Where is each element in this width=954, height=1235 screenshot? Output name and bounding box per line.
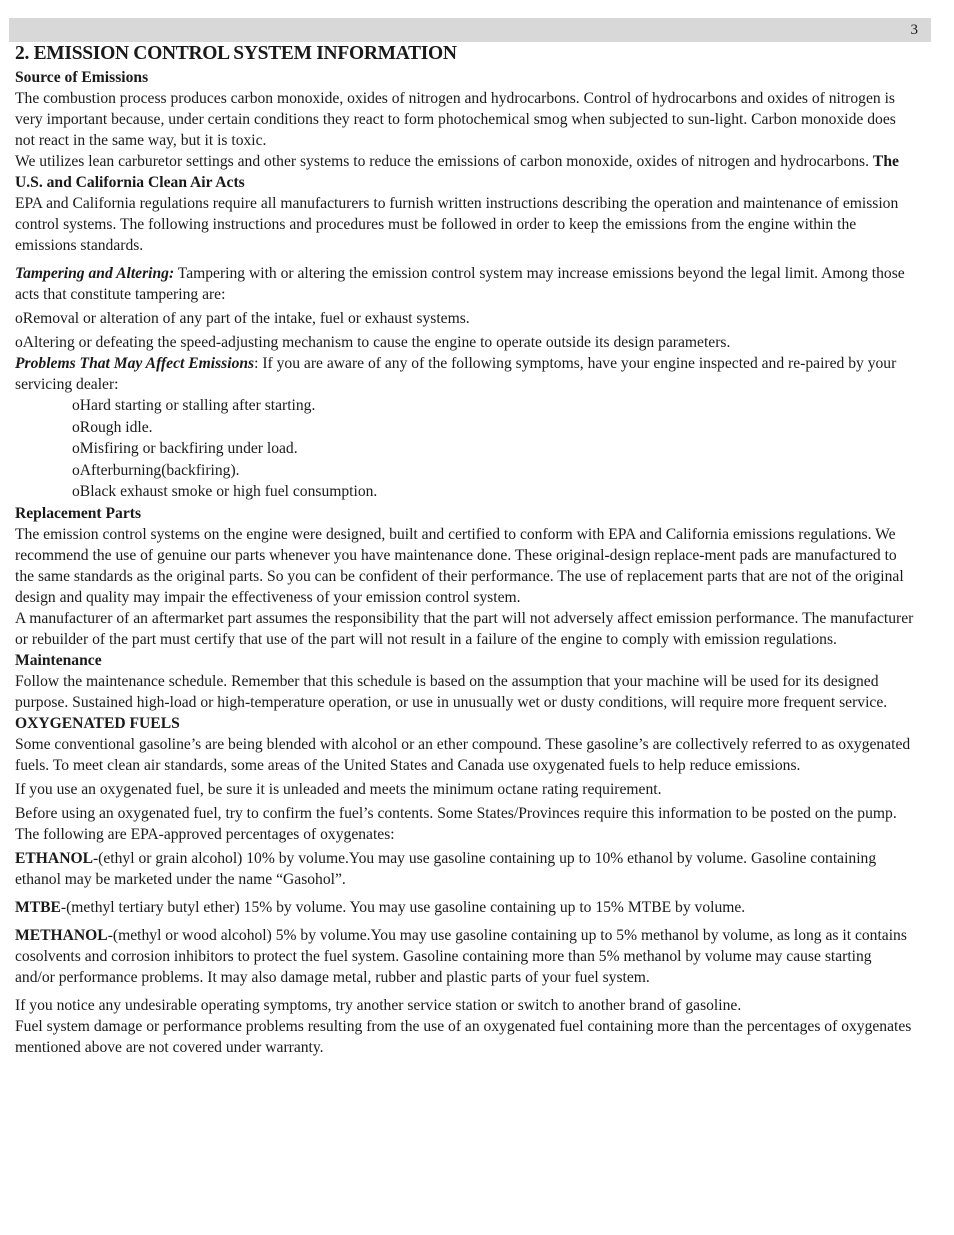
- list-item: oMisfiring or backfiring under load.: [72, 440, 298, 458]
- list-item: oRough idle.: [72, 418, 153, 436]
- mtbe-lead: MTBE: [15, 898, 61, 916]
- paragraph-methanol: [15, 925, 915, 988]
- section-heading-clean-air: The U.S. and California Clean Air Acts: [15, 153, 899, 191]
- paragraph-problems: [15, 353, 915, 395]
- list-item: oRemoval or alteration of any part of the intake, fuel or exhaust systems.: [15, 310, 470, 327]
- ethanol-text: -(ethyl or grain alcohol) 10% by volume.You may use gasoline containing up to 10% ethanol by volume. Gasoline containing ethanol may be marketed under the name “Gasohol”.: [15, 849, 877, 888]
- paragraph: The emission control systems on the engine were designed, built and certified to conform with EPA and California emissions regulations. We recommend the use of genuine our parts whenever you have maintenance done. These original-design replace-ment pads are manufactured to the same standards as the original parts. So you can be confident of their performance. The use of replacement parts that are not of the original design and quality may impair the effectiveness of your emission control system.: [15, 525, 904, 606]
- paragraph: Fuel system damage or performance problems resulting from the use of an oxygenated fuel containing more than the percentages of oxygenates mentioned above are not covered under warranty.: [15, 1017, 912, 1056]
- page-header-bar: [9, 18, 931, 42]
- paragraph-ethanol: [15, 848, 915, 890]
- problems-text: : If you are aware of any of the following symptoms, have your engine inspected and re-paired by your servicing dealer:: [15, 355, 897, 393]
- methanol-lead: METHANOL: [15, 926, 108, 944]
- paragraph: [15, 151, 915, 193]
- paragraph: Some conventional gasoline’s are being blended with alcohol or an ether compound. These gasoline’s are collectively referred to as oxygenated fuels. To meet clean air standards, some areas of the United States and Canada use oxygenated fuels to help reduce emissions.: [15, 735, 911, 774]
- problems-lead: Problems That May Affect Emissions: [15, 355, 255, 372]
- paragraph-mtbe: [15, 897, 915, 918]
- symptom-list: [15, 395, 915, 503]
- list-item: oAfterburning(backfiring).: [72, 461, 240, 479]
- paragraph: If you use an oxygenated fuel, be sure it is unleaded and meets the minimum octane rating requirement.: [15, 780, 662, 798]
- paragraph: A manufacturer of an aftermarket part assumes the responsibility that the part will not adversely affect emission performance. The manufacturer or rebuilder of the part must certify that use of the part will not result in a failure of the engine to comply with emission regulations.: [15, 609, 914, 648]
- paragraph-text: We utilizes lean carburetor settings and other systems to reduce the emissions of carbon monoxide, oxides of nitrogen and hydrocarbons.: [15, 153, 873, 170]
- tampering-text: Tampering with or altering the emission control system may increase emissions beyond the legal limit. Among those acts that constitute tampering are:: [15, 265, 905, 303]
- section-heading-oxygenated: OXYGENATED FUELS: [15, 714, 180, 732]
- paragraph-tampering: [15, 263, 915, 305]
- paragraph: EPA and California regulations require all manufacturers to furnish written instructions describing the operation and maintenance of emission control systems. The following instructions and procedures must be followed in order to keep the emissions from the engine within the emissions standards.: [15, 195, 899, 254]
- page-number: 3: [910, 22, 918, 38]
- list-item: oBlack exhaust smoke or high fuel consumption.: [72, 483, 378, 501]
- list-item: oAltering or defeating the speed-adjusting mechanism to cause the engine to operate outside its design parameters.: [15, 334, 731, 351]
- page-title: 2. EMISSION CONTROL SYSTEM INFORMATION: [15, 43, 457, 64]
- section-heading-maintenance: Maintenance: [15, 651, 102, 669]
- section-heading-replacement: Replacement Parts: [15, 504, 142, 522]
- list-item: oHard starting or stalling after starting.: [72, 397, 316, 414]
- ethanol-lead: ETHANOL: [15, 849, 93, 867]
- tampering-lead: Tampering and Altering:: [15, 265, 175, 282]
- mtbe-text: -(methyl tertiary butyl ether) 15% by volume. You may use gasoline containing up to 15% MTBE by volume.: [60, 898, 746, 916]
- paragraph: Before using an oxygenated fuel, try to confirm the fuel’s contents. Some States/Provinces require this information to be posted on the pump. The following are EPA-approved percentages of oxygenates:: [15, 804, 897, 843]
- paragraph: Follow the maintenance schedule. Remember that this schedule is based on the assumption that your machine will be used for its designed purpose. Sustained high-load or high-temperature operation, or use in unusually wet or dusty conditions, will require more frequent service.: [15, 672, 888, 711]
- methanol-text: -(methyl or wood alcohol) 5% by volume.You may use gasoline containing up to 5% methanol by volume, as long as it contains cosolvents and corrosion inhibitors to protect the fuel system. Gasoline containing more than 5% methanol by volume may cause starting and/or performance problems. It may also damage metal, rubber and plastic parts of your fuel system.: [15, 926, 907, 986]
- document-body: [15, 41, 915, 1058]
- section-heading-source: Source of Emissions: [15, 69, 149, 86]
- paragraph: The combustion process produces carbon monoxide, oxides of nitrogen and hydrocarbons. Control of hydrocarbons and oxides of nitrogen is very important because, under certain conditions they react to form photochemical smog when subjected to sun-light. Carbon monoxide does not react in the same way, but it is toxic.: [15, 90, 896, 149]
- paragraph: If you notice any undesirable operating symptoms, try another service station or switch to another brand of gasoline.: [15, 996, 742, 1014]
